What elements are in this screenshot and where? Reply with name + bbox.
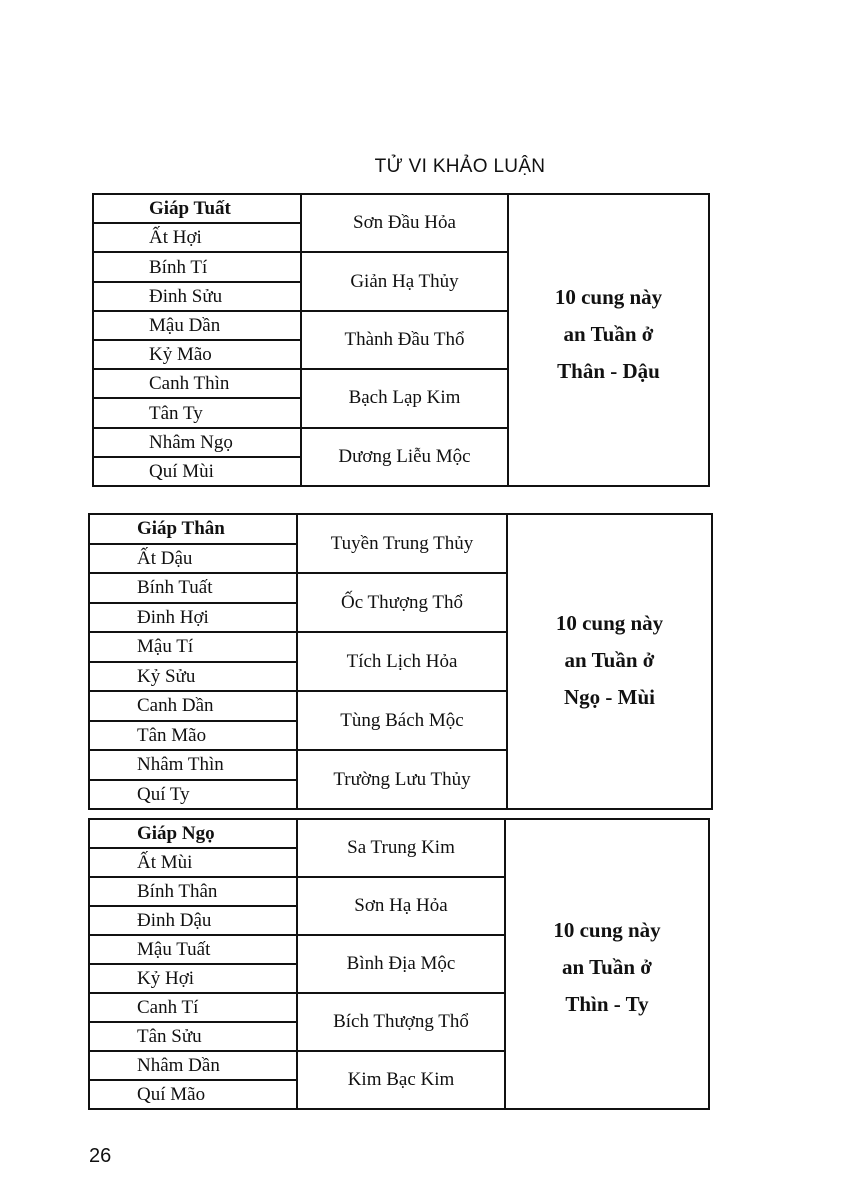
element-cell: Giản Hạ Thủy: [302, 253, 507, 311]
can-chi-cell: Bính Tuất: [90, 574, 296, 604]
can-chi-cell: Đinh Sửu: [94, 283, 300, 312]
can-chi-cell: Tân Ty: [94, 399, 300, 428]
note-column: [509, 195, 708, 485]
can-chi-cell: Quí Mão: [137, 1084, 206, 1105]
can-chi-cell: Canh Thìn: [94, 370, 300, 399]
element-cell: Sa Trung Kim: [298, 820, 504, 878]
can-chi-cell: Canh Tí: [90, 994, 296, 1023]
tuan-note: [556, 605, 663, 716]
note-line: an Tuần ở: [563, 322, 654, 346]
note-column: [508, 515, 711, 808]
table-tuan-than-dau: [92, 193, 710, 487]
element-column: [298, 820, 506, 1108]
can-chi-cell: Ất Dậu: [90, 545, 296, 575]
tuan-note: [555, 279, 662, 390]
can-chi-cell: Kỷ Sửu: [90, 663, 296, 693]
note-line: an Tuần ở: [562, 955, 652, 979]
element-cell: Bích Thượng Thổ: [298, 994, 504, 1052]
can-chi-cell: Ất Hợi: [94, 224, 300, 253]
can-chi-cell: Đinh Dậu: [90, 907, 296, 936]
can-chi-column: [90, 515, 298, 808]
element-column: [298, 515, 508, 808]
can-chi-cell: Mậu Dần: [94, 312, 300, 341]
can-chi-cell: Nhâm Dần: [90, 1052, 296, 1081]
element-cell: Tích Lịch Hỏa: [298, 633, 506, 692]
can-chi-cell: Nhâm Ngọ: [94, 429, 300, 458]
element-cell: Sơn Hạ Hỏa: [298, 878, 504, 936]
can-chi-cell: Canh Dần: [90, 692, 296, 722]
element-cell: Tuyền Trung Thủy: [298, 515, 506, 574]
note-line: 10 cung này: [553, 918, 661, 942]
element-cell: Dương Liễu Mộc: [338, 445, 471, 467]
can-chi-column: [90, 820, 298, 1108]
can-chi-cell: Bính Thân: [90, 878, 296, 907]
element-cell: Bình Địa Mộc: [298, 936, 504, 994]
note-line: 10 cung này: [554, 285, 663, 309]
element-cell: Trường Lưu Thủy: [333, 768, 471, 790]
can-chi-cell: Tân Mão: [90, 722, 296, 752]
can-chi-cell: Giáp Tuất: [94, 195, 300, 224]
note-line: Thân - Dậu: [557, 359, 660, 383]
can-chi-cell: Giáp Ngọ: [90, 820, 296, 849]
can-chi-cell: Đinh Hợi: [90, 604, 296, 634]
element-cell: Tùng Bách Mộc: [298, 692, 506, 751]
can-chi-cell: Mậu Tuất: [90, 936, 296, 965]
element-cell: Thành Đầu Thổ: [302, 312, 507, 370]
element-cell: Bạch Lạp Kim: [302, 370, 507, 428]
can-chi-cell: Quí Mùi: [149, 460, 214, 482]
element-cell: Kim Bạc Kim: [347, 1069, 455, 1090]
can-chi-cell: Quí Ty: [137, 783, 190, 805]
table-tuan-ngo-mui: [88, 513, 713, 810]
table-tuan-thin-ty: [88, 818, 710, 1110]
can-chi-cell: Kỷ Mão: [94, 341, 300, 370]
element-cell: Sơn Đầu Hỏa: [302, 195, 507, 253]
tuan-note: [553, 912, 660, 1023]
can-chi-column: [94, 195, 302, 485]
running-title: TỬ VI KHẢO LUẬN: [374, 156, 546, 177]
can-chi-cell: Mậu Tí: [90, 633, 296, 663]
note-line: Thìn - Ty: [565, 992, 649, 1016]
can-chi-cell: Bính Tí: [94, 253, 300, 282]
element-cell: Ốc Thượng Thổ: [298, 574, 506, 633]
element-column: [302, 195, 509, 485]
note-line: an Tuần ở: [564, 648, 655, 672]
can-chi-cell: Kỷ Hợi: [90, 965, 296, 994]
can-chi-cell: Ất Mùi: [90, 849, 296, 878]
can-chi-cell: Tân Sửu: [90, 1023, 296, 1052]
can-chi-cell: Nhâm Thìn: [90, 751, 296, 781]
note-line: 10 cung này: [555, 611, 664, 635]
can-chi-cell: Giáp Thân: [90, 515, 296, 545]
page-number: 26: [89, 1145, 112, 1167]
note-column: [506, 820, 708, 1108]
note-line: Ngọ - Mùi: [563, 685, 655, 709]
